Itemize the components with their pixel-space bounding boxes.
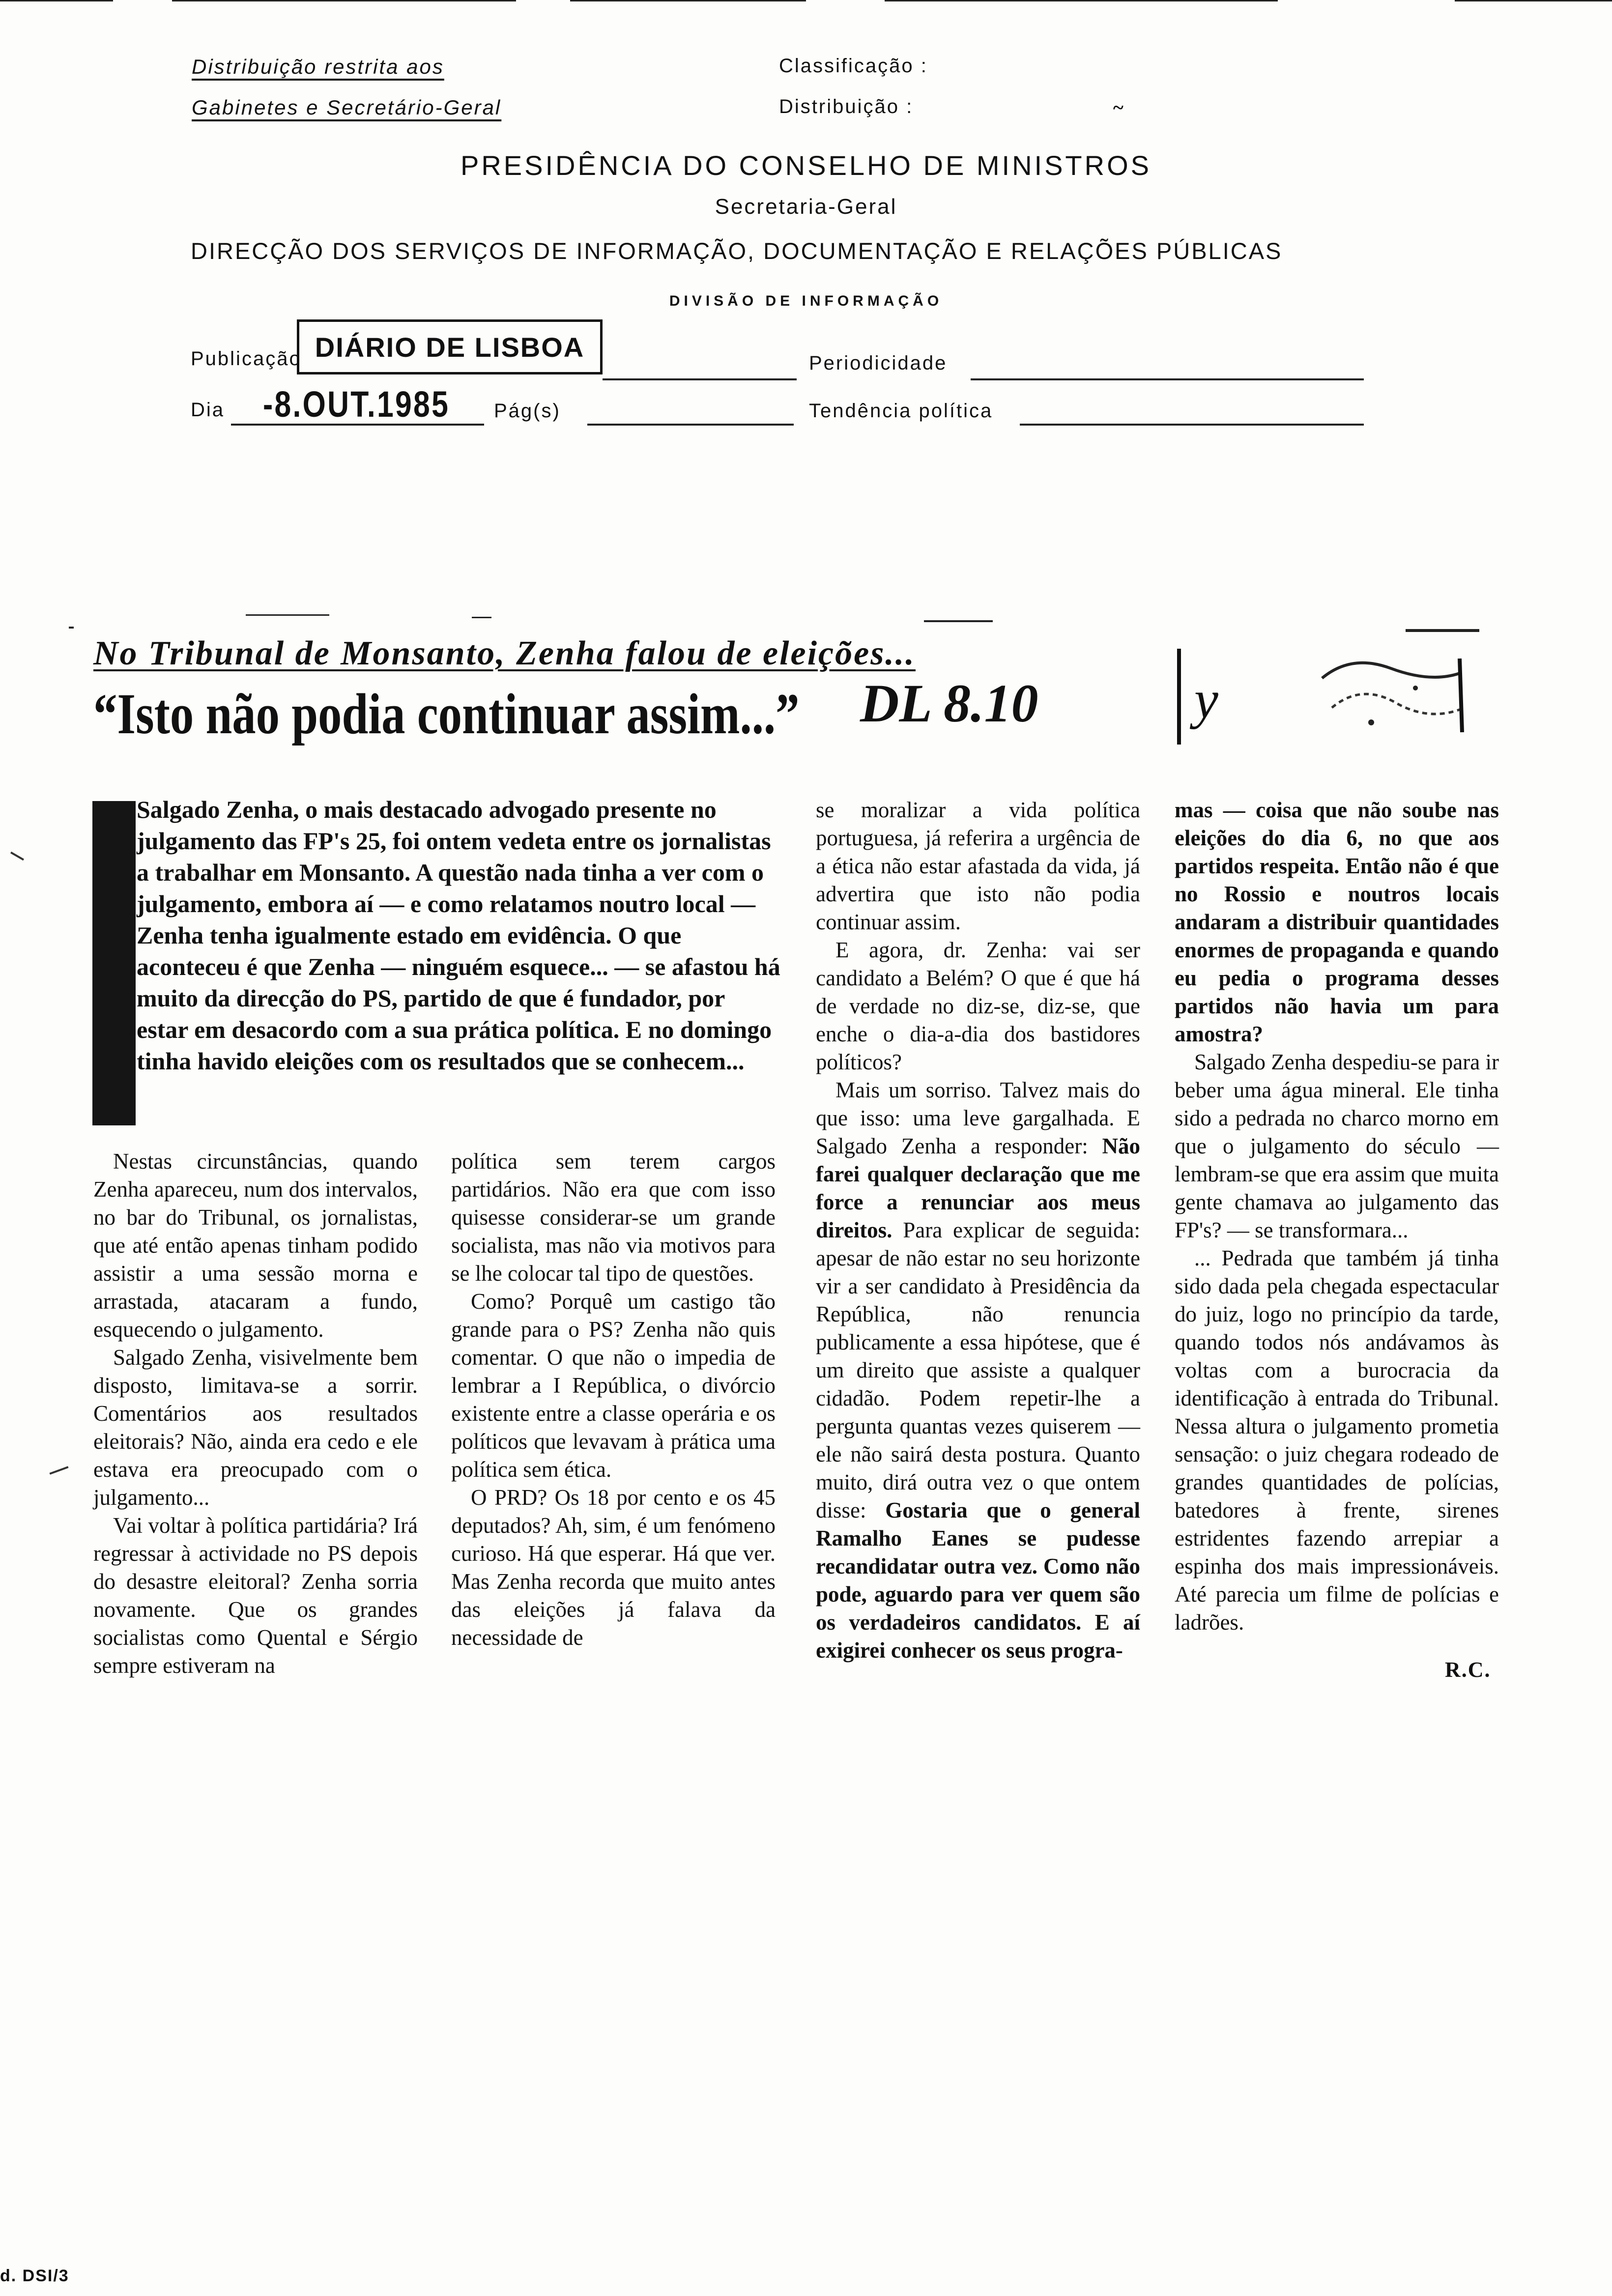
form-code: d. DSI/3	[0, 2267, 69, 2285]
paragraph	[1175, 796, 1499, 1048]
paragraph: ... Pedrada que também já tinha sido dada pela chegada espectacular do juiz, logo no princípio da tarde, quando todos nós andávamos às voltas com a burocracia da identificação à entrada do Tribunal. Nessa altura o julgamento prometia sensação: o juiz chegara rodeado de grandes quantidades de polícias, batedores à frente, sirenes estridentes fazendo arrepiar a espinha dos mais impressionáveis. Até parecia um filme de polícias e ladrões.	[1175, 1246, 1499, 1635]
quote-run: Não farei qualquer declaração que me force a renunciar aos meus direitos.	[816, 1134, 1140, 1242]
scan-edge-line	[570, 0, 806, 1]
article-column-4	[1175, 796, 1499, 1636]
scan-speck	[69, 627, 74, 629]
article-lead: Salgado Zenha, o mais destacado advogado presente no julgamento das FP's 25, foi ontem vedeta entre os jornalistas a trabalhar em Monsanto. A questão nada tinha a ver com o julgamento, embora aí — e como relatamos noutro local — Zenha tenha igualmente estado em evidência. O que aconteceu é que Zenha — ninguém esquece... — se afastou há muito da direcção do PS, partido de que é fundador, por estar em desacordo com a sua prática política. E no domingo tinha havido eleições com os resultados que se conhecem...	[137, 796, 780, 1075]
secretariat-title: Secretaria-Geral	[715, 195, 897, 219]
day-underline	[231, 424, 484, 426]
political-tendency-underline	[1020, 424, 1364, 426]
handwritten-letter-icon: y	[1194, 669, 1218, 729]
scan-speck	[924, 620, 993, 622]
margin-mark	[50, 1466, 69, 1474]
paragraph: Nestas circunstâncias, quando Zenha apareceu, num dos intervalos, no bar do Tribunal, os jornalistas, que até então apenas tinham podido assistir a uma sessão morna e arrastada, atacaram a fundo, esquecendo o julgamento.	[93, 1149, 418, 1342]
paragraph: Salgado Zenha, visivelmente bem disposto, limitava-se a sorrir. Comentários aos resultados eleitorais? Não, ainda era cedo e ele estava era preocupado com o julgamento...	[93, 1345, 418, 1510]
paragraph: Como? Porquê um castigo tão grande para o PS? Zenha não quis comentar. O que não o impedia de lembrar a I República, o divórcio existente entre a classe operária e os políticos que levavam à prática uma política sem ética.	[451, 1289, 776, 1482]
paragraph	[816, 1076, 1140, 1665]
margin-mark	[10, 852, 24, 861]
paragraph: E agora, dr. Zenha: vai ser candidato a Belém? O que é que há de verdade no diz-se, diz-se, que enche o dia-a-dia dos bastidores políticos?	[816, 938, 1140, 1074]
paragraph: Salgado Zenha despediu-se para ir beber uma água mineral. Ele tinha sido a pedrada no charco morno em que o julgamento do século — lembram-se que era assim que muita gente chamava ao julgamento das FP's? — se transformara...	[1175, 1050, 1499, 1242]
ministry-title: PRESIDÊNCIA DO CONSELHO DE MINISTROS	[461, 150, 1151, 181]
scan-speck	[472, 617, 491, 618]
restricted-distribution-line1: Distribuição restrita aos	[192, 55, 444, 78]
scan-speck	[246, 614, 329, 616]
scan-edge-line	[885, 0, 1278, 1]
political-tendency-label: Tendência política	[809, 400, 993, 422]
publication-underline	[603, 378, 797, 380]
handwritten-mark-icon: ~	[1113, 96, 1123, 118]
article-headline: “Isto não podia continuar assim...”	[93, 682, 800, 746]
text-run: Mais um sorriso. Talvez mais do que isso: uma leve gargalhada. E Salgado Zenha a responder:	[816, 1078, 1140, 1158]
periodicity-underline	[971, 378, 1364, 380]
article-kicker: No Tribunal de Monsanto, Zenha falou de eleições...	[93, 634, 916, 672]
pages-label: Pág(s)	[494, 400, 561, 422]
article-column-2	[451, 1148, 776, 1652]
paragraph: política sem terem cargos partidários. Não era que com isso quisesse considerar-se um grande socialista, mas não via motivos para se lhe colocar tal tipo de questões.	[451, 1149, 776, 1286]
publication-stamp: DIÁRIO DE LISBOA	[297, 319, 603, 374]
scan-speck	[1406, 629, 1479, 632]
article-column-1	[93, 1148, 418, 1680]
restricted-distribution-line2: Gabinetes e Secretário-Geral	[192, 96, 502, 119]
quote-run: Gostaria que o general Ramalho Eanes se pudesse recandidatar outra vez. Como não pode, aguardo para ver quem são os verdadeiros candidatos. E aí exigirei conhecer os seus progra-	[816, 1498, 1140, 1663]
direction-title: DIRECÇÃO DOS SERVIÇOS DE INFORMAÇÃO, DOCUMENTAÇÃO E RELAÇÕES PÚBLICAS	[191, 238, 1283, 264]
handwritten-stroke	[1177, 649, 1181, 745]
text-run: Para explicar de seguida: apesar de não estar no seu horizonte vir a ser candidato à Presidência da República, não renuncia publicamente a essa hipótese, que é um direito que assiste a qualquer cidadão. Podem repetir-lhe a pergunta quantas vezes quiserem — ele não sairá desta postura. Quanto muito, dirá outra vez o que ontem disse:	[816, 1218, 1140, 1522]
handwritten-date-note: DL 8.10	[860, 673, 1038, 733]
article-signature: R.C.	[1445, 1658, 1491, 1682]
day-label: Dia	[191, 399, 225, 421]
distribution-label: Distribuição :	[779, 96, 914, 117]
paragraph: Vai voltar à política partidária? Irá regressar à actividade no PS depois do desastre eleitoral? Zenha sorria novamente. Que os grandes socialistas como Quental e Sérgio sempre estiveram na	[93, 1513, 418, 1678]
scan-edge-line	[0, 0, 113, 1]
lead-marker-bar	[92, 801, 136, 1125]
division-title: DIVISÃO DE INFORMAÇÃO	[669, 293, 943, 309]
article-column-3	[816, 796, 1140, 1665]
ink-scribble-icon	[1312, 649, 1474, 742]
scan-edge-line	[1455, 0, 1612, 1]
quote-run: mas — coisa que não soube nas eleições do dia 6, no que aos partidos respeita. Então não é que no Rossio e noutros locais andaram a distribuir quantidades enormes de propaganda e quando eu pedia o programa desses partidos não havia um para amostra?	[1175, 798, 1499, 1046]
publication-label: Publicação	[191, 348, 302, 370]
paragraph: se moralizar a vida política portuguesa, já referira a urgência de a ética não estar afastada da vida, já advertira que isto não podia continuar assim.	[816, 798, 1140, 934]
periodicity-label: Periodicidade	[809, 352, 948, 374]
classification-label: Classificação :	[779, 55, 928, 77]
scan-edge-line	[172, 0, 516, 1]
paragraph: O PRD? Os 18 por cento e os 45 deputados? Ah, sim, é um fenómeno curioso. Há que esperar. Há que ver. Mas Zenha recorda que muito antes das eleições já falava da necessidade de	[451, 1485, 776, 1650]
day-stamp: -8.OUT.1985	[263, 384, 450, 425]
pages-underline	[587, 424, 794, 426]
